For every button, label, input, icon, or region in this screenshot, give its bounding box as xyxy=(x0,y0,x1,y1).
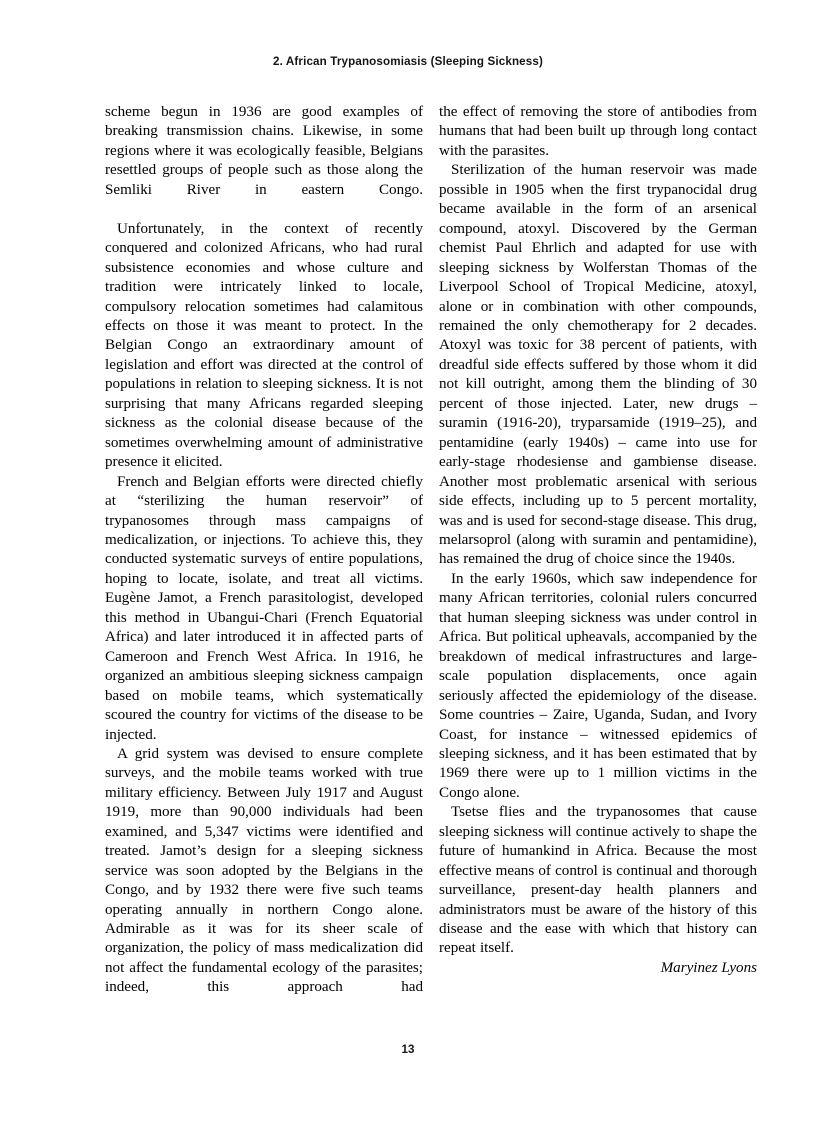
paragraph: Sterilization of the human reservoir was made possible in 1905 when the first trypanocidal drug became available in the form of an arsenical compound, atoxyl. Discovered by the German chemist Paul Ehrlich and adapted for use with sleeping sickness by Wolferstan Thomas of the Liverpool School of Tropical Medicine, atoxyl, alone or in combination with other compounds, remained the only chemotherapy for 2 decades. Atoxyl was toxic for 38 percent of patients, with dreadful side effects suffered by those whom it did not kill outright, among them the blinding of 30 percent of those injected. Later, new drugs – suramin (1916-20), tryparsamide (1919–25), and pentamidine (early 1940s) – came into use for early-stage rhodesiense and gambiense disease. Another most problematic arsenical with serious side effects, including up to 5 percent mortality, was and is used for second-stage disease. This drug, melarsoprol (along with suramin and pentamidine), has remained the drug of choice since the 1940s. xyxy=(439,162,757,568)
page-number: 13 xyxy=(401,1043,415,1056)
paragraph: scheme begun in 1936 are good examples of breaking transmission chains. Likewise, in some regions where it was ecologically feasible, Belgians resettled groups of people such as those along the Semliki River in eastern Congo. xyxy=(105,104,423,198)
author-byline: Maryinez Lyons xyxy=(660,959,757,976)
paragraph: French and Belgian efforts were directed chiefly at “sterilizing the human reservoir” of trypanosomes through mass campaigns of medicalization, or injections. To achieve this, they conducted systematic surveys of entire populations, hoping to locate, isolate, and treat all victims. Eugène Jamot, a French parasitologist, developed this method in Ubangui-Chari (French Equatorial Africa) and later introduced it in affected parts of Cameroon and French West Africa. In 1916, he organized an ambitious sleeping sickness campaign based on mobile teams, which systematically scoured the country for victims of the disease to be injected. xyxy=(105,473,423,743)
left-column xyxy=(105,103,423,1013)
paragraph: In the early 1960s, which saw independence for many African territories, colonial rulers concurred that human sleeping sickness was under control in Africa. But political upheavals, accompanied by the breakdown of medical infrastructures and large-scale population displacements, once again seriously affected the epidemiology of the disease. Some countries – Zaire, Uganda, Sudan, and Ivory Coast, for instance – witnessed epidemics of sleeping sickness, and it has been estimated that by 1969 there were up to 1 million victims in the Congo alone. xyxy=(439,570,757,801)
right-column xyxy=(439,103,757,1013)
paragraph: A grid system was devised to ensure complete surveys, and the mobile teams worked with true military efficiency. Between July 1917 and August 1919, more than 90,000 individuals had been examined, and 5,347 victims were identified and treated. Jamot’s design for a sleeping sickness service was soon adopted by the Belgians in the Congo, and by 1932 there were five such teams operating annually in northern Congo alone. Admirable as it was for its sheer scale of organization, the policy of mass medicalization did not affect the fundamental ecology of the parasites; indeed, this approach had xyxy=(105,745,423,996)
paragraph: Unfortunately, in the context of recently conquered and colonized Africans, who had rural subsistence economies and whose culture and tradition were intricately linked to locale, compulsory relocation sometimes had calamitous effects on those it was meant to protect. In the Belgian Congo an extraordinary amount of legislation and effort was directed at the control of populations in relation to sleeping sickness. It is not surprising that many Africans regarded sleeping sickness as the colonial disease because of the sometimes overwhelming amount of administrative presence it elicited. xyxy=(105,220,423,471)
running-head: 2. African Trypanosomiasis (Sleeping Sickness) xyxy=(272,55,543,68)
paragraph: the effect of removing the store of antibodies from humans that had been built up through long contact with the parasites. xyxy=(439,104,757,159)
paragraph: Tsetse flies and the trypanosomes that cause sleeping sickness will continue actively to shape the future of humankind in Africa. Because the most effective means of control is continual and thorough surveillance, present-day health planners and administrators must be aware of the history of this disease and the ease with which that history can repeat itself. xyxy=(439,804,757,957)
body-columns xyxy=(105,103,757,1013)
